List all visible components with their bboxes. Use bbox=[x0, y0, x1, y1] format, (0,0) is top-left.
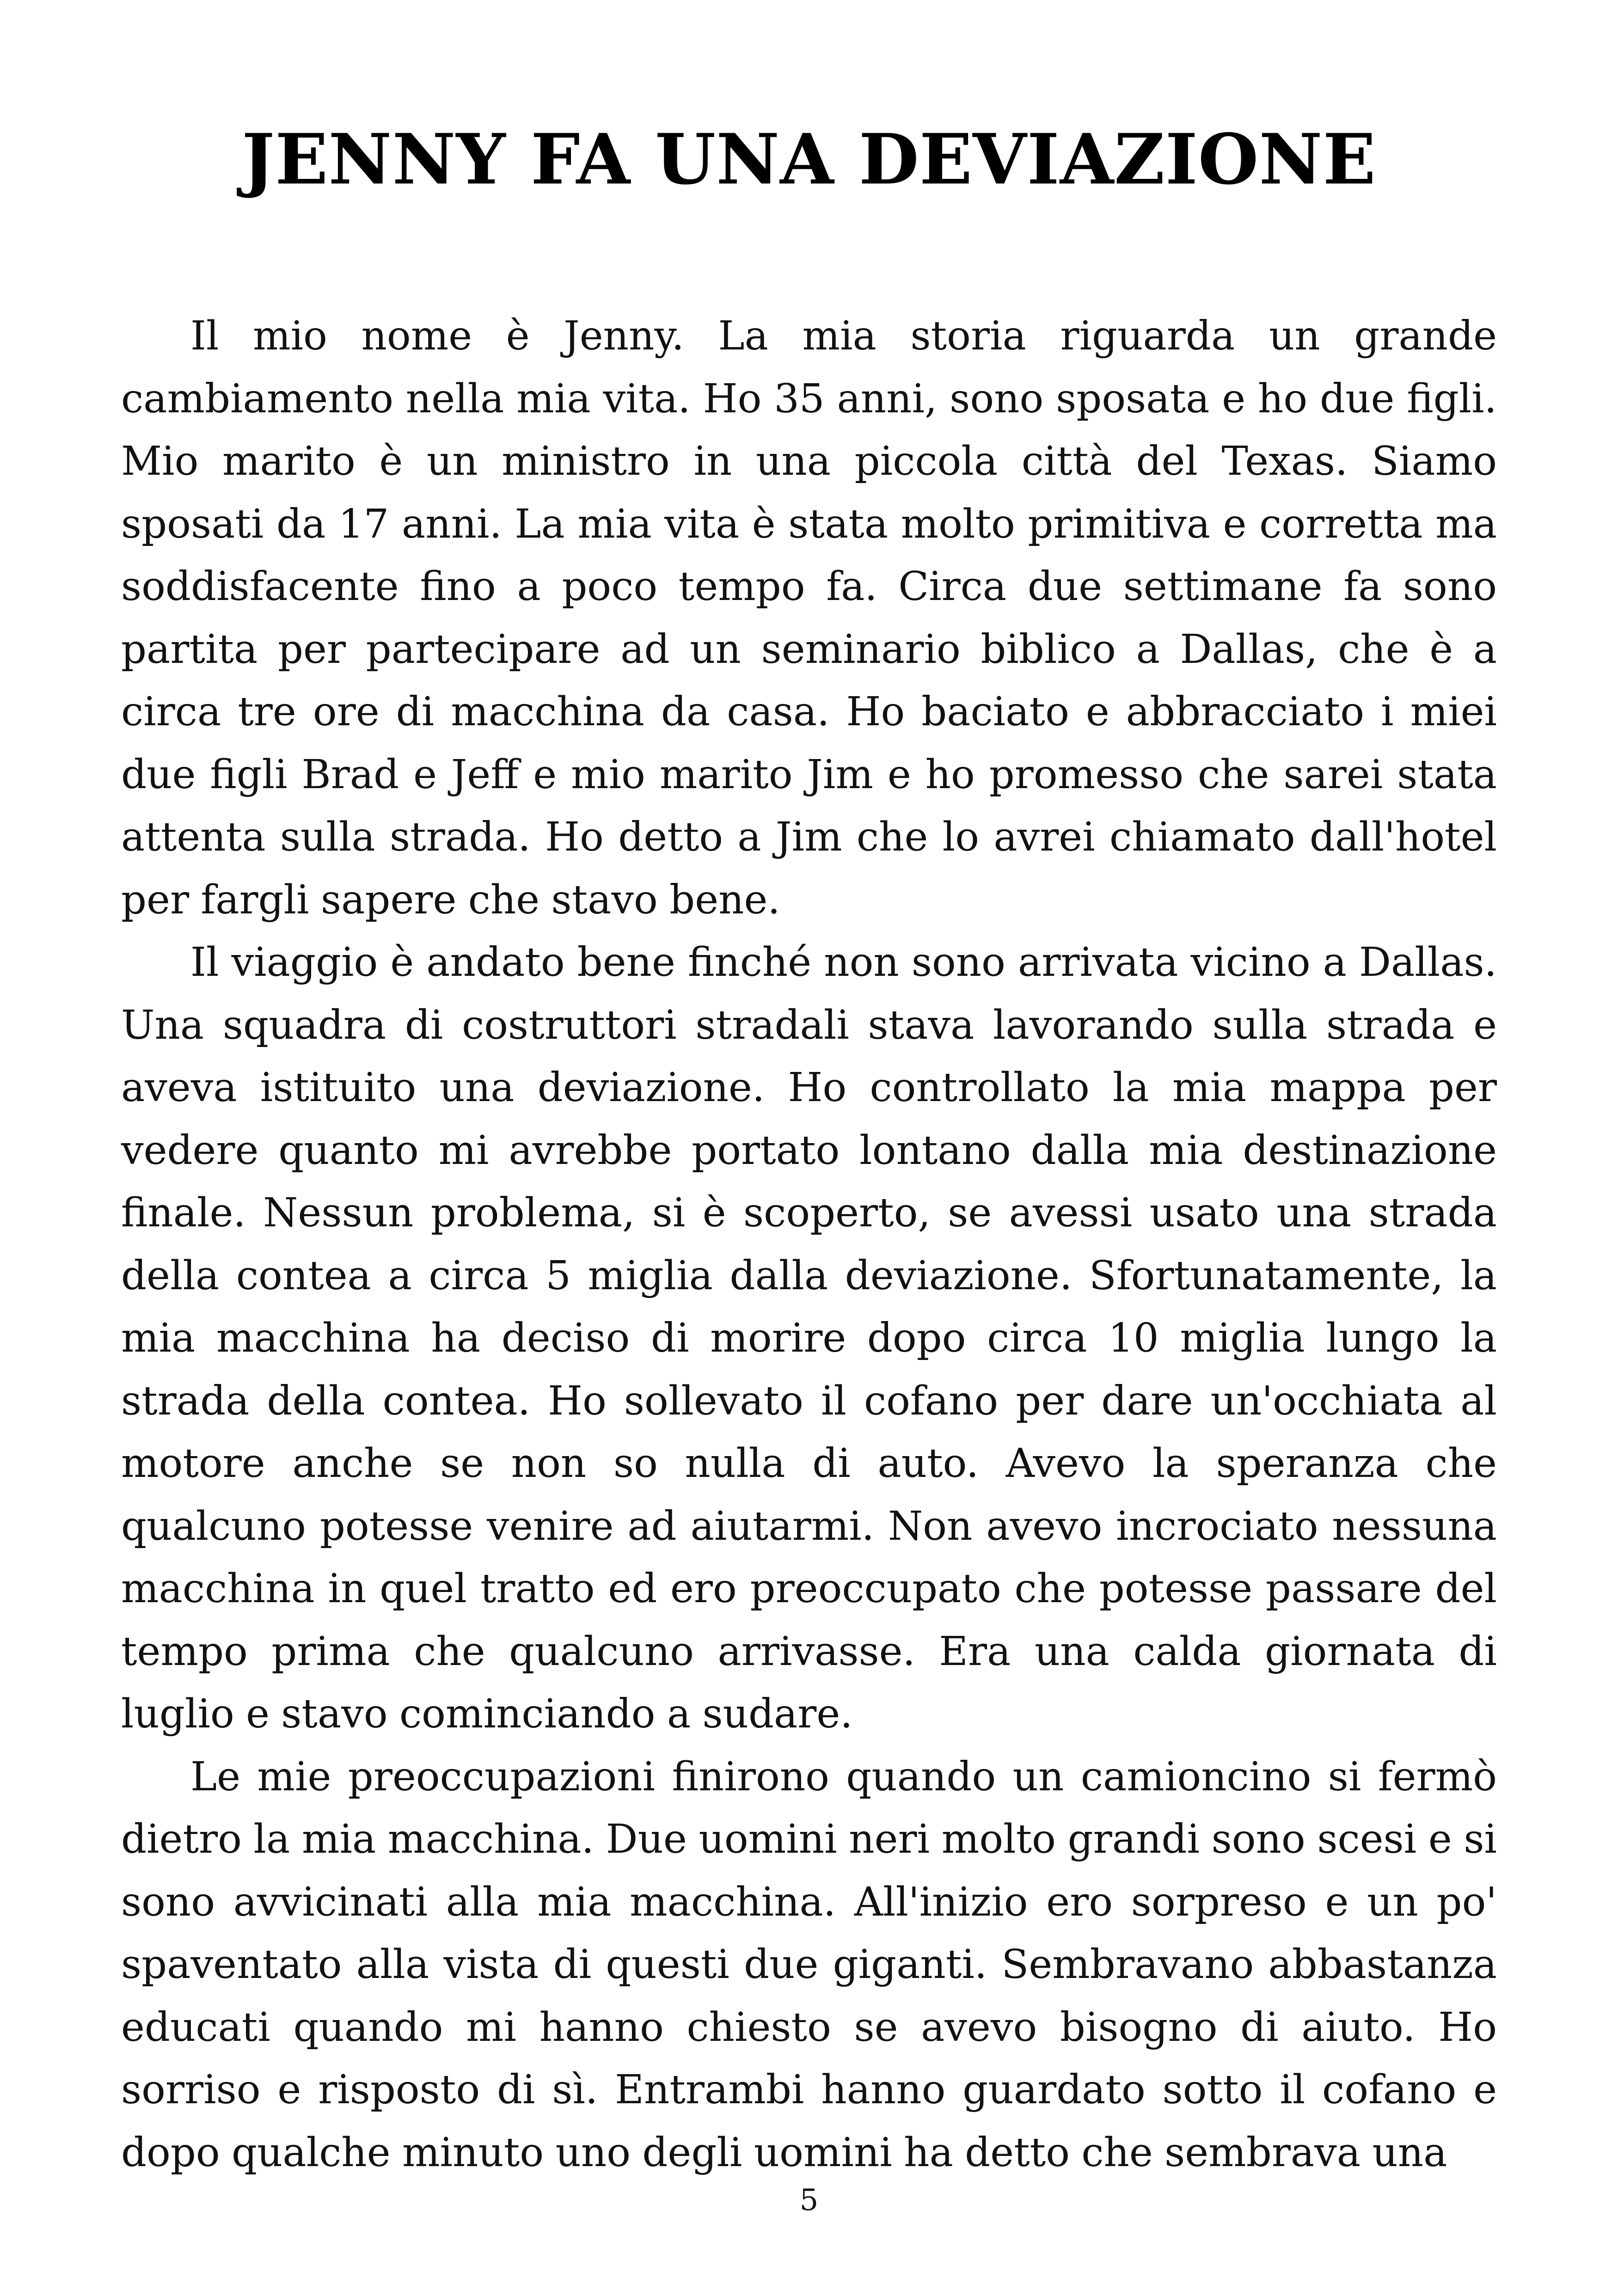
chapter-body bbox=[121, 305, 1497, 2184]
chapter-title: JENNY FA UNA DEVIAZIONE bbox=[242, 119, 1376, 200]
paragraph: Le mie preoccupazioni finirono quando un camioncino si fermò dietro la mia macchina. Due uomini neri molto grandi sono scesi e si sono avvicinati alla mia macchina. All'inizio ero sorpreso e un po' spaventato alla vista di questi due giganti. Sembravano abbastanza educati quando mi hanno chiesto se avevo bisogno di aiuto. Ho sorriso e risposto di sì. Entrambi hanno guardato sotto il cofano e dopo qualche minuto uno degli uomini ha detto che sembrava una bbox=[121, 1753, 1497, 2176]
paragraph: Il viaggio è andato bene finché non sono arrivata vicino a Dallas. Una squadra di costruttori stradali stava lavorando sulla strada e aveva istituito una deviazione. Ho controllato la mia mappa per vedere quanto mi avrebbe portato lontano dalla mia destinazione finale. Nessun problema, si è scoperto, se avessi usato una strada della contea a circa 5 miglia dalla deviazione. Sfortunatamente, la mia macchina ha deciso di morire dopo circa 10 miglia lungo la strada della contea. Ho sollevato il cofano per dare un'occhiata al motore anche se non so nulla di auto. Avevo la speranza che qualcuno potesse venire ad aiutarmi. Non avevo incrociato nessuna macchina in quel tratto ed ero preoccupato che potesse passare del tempo prima che qualcuno arrivasse. Era una calda giornata di luglio e stavo cominciando a sudare. bbox=[121, 939, 1497, 1737]
page-number: 5 bbox=[799, 2183, 819, 2217]
paragraph: Il mio nome è Jenny. La mia storia riguarda un grande cambiamento nella mia vita. Ho 35 anni, sono sposata e ho due figli. Mio marito è un ministro in una piccola città del Texas. Siamo sposati da 17 anni. La mia vita è stata molto primitiva e corretta ma soddisfacente fino a poco tempo fa. Circa due settimane fa sono partita per partecipare ad un seminario biblico a Dallas, che è a circa tre ore di macchina da casa. Ho baciato e abbracciato i miei due figli Brad e Jeff e mio marito Jim e ho promesso che sarei stata attenta sulla strada. Ho detto a Jim che lo avrei chiamato dall'hotel per fargli sapere che stavo bene. bbox=[121, 313, 1497, 923]
